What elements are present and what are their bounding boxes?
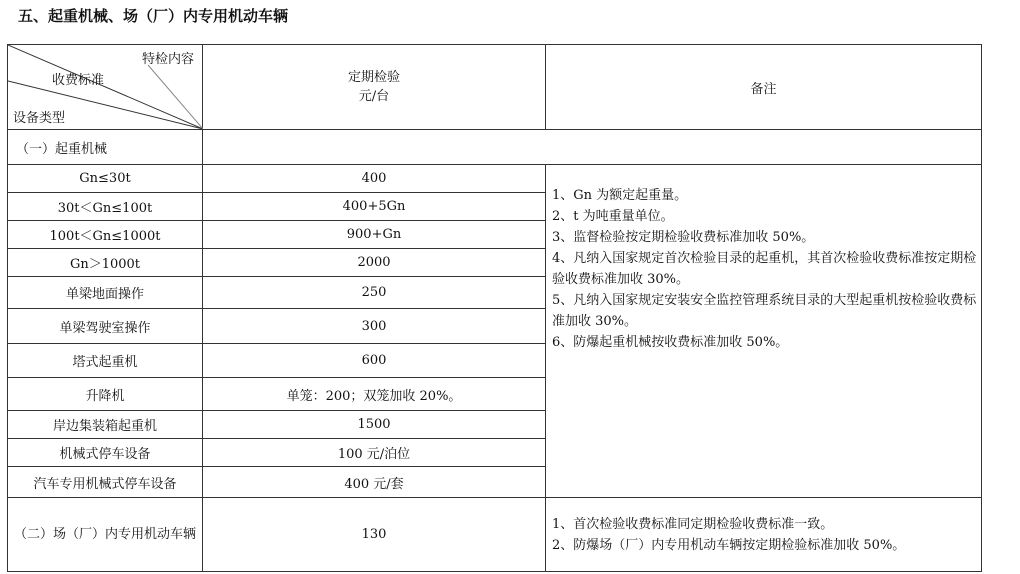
fee-value: 300 (203, 309, 546, 344)
section1-title: （一）起重机械 (8, 130, 203, 165)
diag-label-fee: 收费标准 (52, 73, 105, 88)
fee-value: 250 (203, 277, 546, 309)
device-type: 升降机 (8, 378, 203, 411)
fee-value: 900+Gn (203, 221, 546, 249)
section1-title-blank (203, 130, 982, 165)
fee-value: 400 元/套 (203, 467, 546, 498)
diagonal-header-cell (8, 45, 203, 130)
periodic-inspection-label: 定期检验 (347, 70, 400, 85)
header-row (8, 45, 982, 130)
section1-notes (546, 165, 982, 498)
diag-label-content: 特检内容 (141, 52, 194, 67)
fee-table (7, 44, 982, 572)
section1-title-row (8, 130, 982, 165)
note-item: 2、防爆场（厂）内专用机动车辆按定期检验标准加收 50%。 (552, 537, 906, 553)
section2-row (8, 498, 982, 572)
periodic-inspection-header (203, 45, 546, 130)
device-type: 单梁地面操作 (8, 277, 203, 309)
note-item: 2、t 为吨重量单位。 (552, 209, 674, 224)
fee-value: 2000 (203, 249, 546, 277)
fee-value: 100 元/泊位 (203, 439, 546, 467)
device-type: 单梁驾驶室操作 (8, 309, 203, 344)
device-type: 30t＜Gn≤100t (8, 193, 203, 221)
note-item: 4、凡纳入国家规定首次检验目录的起重机，其首次检验收费标准按定期检验收费标准加收 30%。 (552, 251, 977, 287)
device-type: 汽车专用机械式停车设备 (8, 467, 203, 498)
device-type: Gn≤30t (8, 165, 203, 193)
fee-value: 1500 (203, 411, 546, 439)
remarks-header: 备注 (546, 45, 982, 130)
fee-value: 单笼：200；双笼加收 20%。 (203, 378, 546, 411)
fee-value: 400+5Gn (203, 193, 546, 221)
note-item: 3、监督检验按定期检验收费标准加收 50%。 (552, 230, 815, 245)
device-type: 塔式起重机 (8, 344, 203, 378)
section2-title: （二）场（厂）内专用机动车辆 (8, 498, 203, 572)
note-item: 5、凡纳入国家规定安装安全监控管理系统目录的大型起重机按检验收费标准加收 30%。 (552, 293, 977, 329)
note-item: 1、首次检验收费标准同定期检验收费标准一致。 (552, 516, 834, 532)
fee-value: 400 (203, 165, 546, 193)
note-item: 6、防爆起重机械按收费标准加收 50%。 (552, 335, 789, 350)
unit-label: 元/台 (358, 89, 390, 104)
device-type: 机械式停车设备 (8, 439, 203, 467)
section2-fee: 130 (203, 498, 546, 572)
fee-value: 600 (203, 344, 546, 378)
page-heading: 五、起重机械、场（厂）内专用机动车辆 (18, 7, 289, 25)
table-row (8, 165, 982, 193)
device-type: 100t＜Gn≤1000t (8, 221, 203, 249)
note-item: 1、Gn 为额定起重量。 (552, 188, 688, 203)
device-type: Gn＞1000t (8, 249, 203, 277)
diag-label-type: 设备类型 (13, 111, 66, 126)
device-type: 岸边集装箱起重机 (8, 411, 203, 439)
section2-notes (546, 498, 982, 572)
